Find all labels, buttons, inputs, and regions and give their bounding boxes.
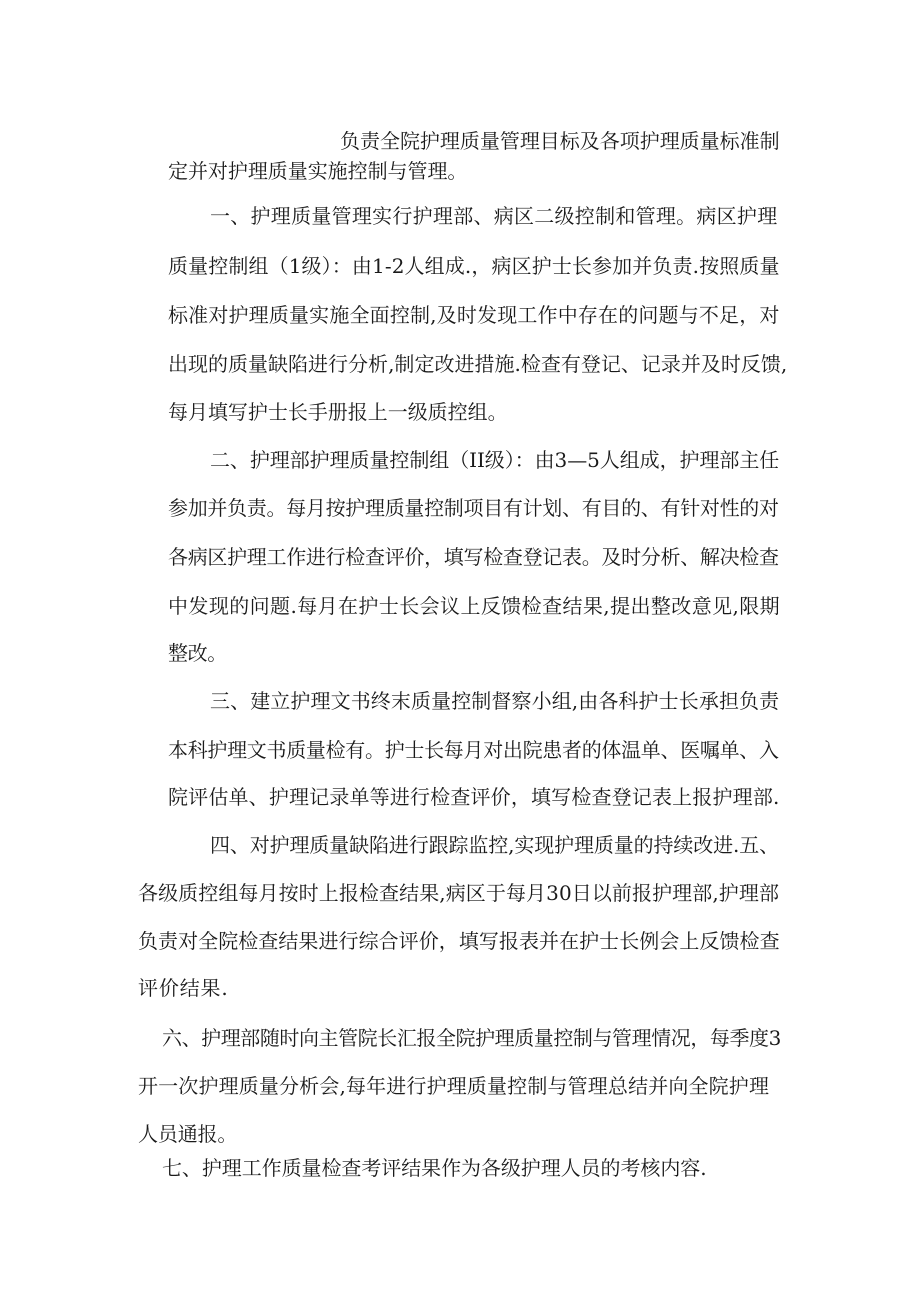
text-line: 七、护理工作质量检查考评结果作为各级护理人员的考核内容.: [162, 1156, 707, 1180]
text-line: 评价结果.: [138, 976, 229, 1000]
text-line: 质量控制组（1级）：由1-2人组成.，病区护士长参加并负责.按照质量: [168, 254, 780, 278]
text-line: 负责全院护理质量管理目标及各项护理质量标准制: [340, 129, 780, 153]
text-line: 二、护理部护理质量控制组（II级）：由3—5人组成，护理部主任: [210, 448, 780, 472]
text-line: 整改。: [168, 641, 227, 665]
text-line: 标准对护理质量实施全面控制,及时发现工作中存在的问题与不足，对: [168, 303, 780, 327]
text-line: 出现的质量缺陷进行分析,制定改进措施.检查有登记、记录并及时反馈,: [168, 352, 788, 376]
text-line: 人员通报。: [138, 1122, 238, 1146]
text-line: 定并对护理质量实施控制与管理。: [168, 159, 468, 183]
text-line: 院评估单、护理记录单等进行检查评价，填写检查登记表上报护理部.: [168, 785, 780, 809]
text-line: 负责对全院检查结果进行综合评价，填写报表并在护士长例会上反馈检查: [138, 929, 780, 953]
text-line: 开一次护理质量分析会,每年进行护理质量控制与管理总结并向全院护理: [138, 1074, 770, 1098]
text-line: 各病区护理工作进行检查评价，填写检查登记表。及时分析、解决检查: [168, 545, 779, 569]
text-line: 三、建立护理文书终末质量控制督察小组,由各科护士长承担负责: [210, 689, 780, 713]
text-line: 六、护理部随时向主管院长汇报全院护理质量控制与管理情况，每季度3: [162, 1026, 781, 1050]
text-line: 本科护理文书质量检有。护士长每月对出院患者的体温单、医嘱单、入: [168, 738, 779, 762]
text-line: 各级质控组每月按时上报检查结果,病区于每月30日以前报护理部,护理部: [138, 881, 780, 905]
text-line: 参加并负责。每月按护理质量控制项目有计划、有目的、有针对性的对: [168, 496, 779, 520]
text-line: 四、对护理质量缺陷进行跟踪监控,实现护理质量的持续改进.五、: [210, 833, 779, 857]
text-line: 中发现的问题.每月在护士长会议上反馈检查结果,提出整改意见,限期: [168, 594, 781, 618]
text-line: 每月填写护士长手册报上一级质控组。: [168, 400, 508, 424]
text-line: 一、护理质量管理实行护理部、病区二级控制和管理。病区护理: [210, 204, 778, 228]
